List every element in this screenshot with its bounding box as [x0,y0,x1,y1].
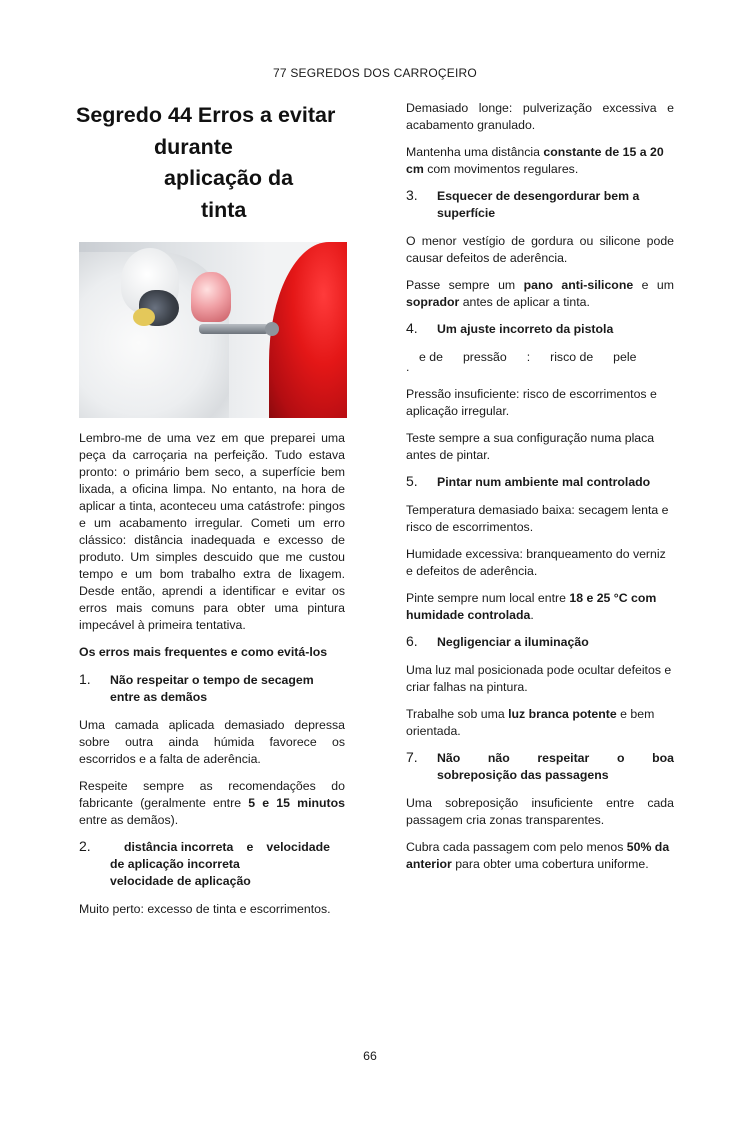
item-heading: Não respeitar o tempo de secagem entre as demãos [110,673,314,704]
list-item-5 [406,474,674,491]
list-item-3 [406,188,674,222]
title-line-2: durante [154,134,233,159]
item-7-paragraph-1: Uma sobreposição insuficiente entre cada passagem cria zonas transparentes. [406,796,674,827]
item-number: 3. [406,187,418,203]
item-number: 5. [406,473,418,489]
page-title [76,100,345,226]
list-item-4 [406,321,674,338]
item-2-paragraph-1: Muito perto: excesso de tinta e escorrimentos. [79,902,331,916]
item-2-paragraph-3: Mantenha uma distância constante de 15 a 20 cm com movimentos regulares. [406,145,664,176]
left-column [76,100,345,928]
title-line-1: Segredo 44 Erros a evitar [76,103,336,127]
item-number: 4. [406,320,418,336]
item-7-paragraph-2: Cubra cada passagem com pelo menos 50% da anterior para obter uma cobertura uniforme. [406,840,670,871]
spray-gun [199,324,269,334]
item-5-paragraph-1: Temperatura demasiado baixa: secagem lenta e risco de escorrimentos. [406,503,669,534]
spray-gun-cup [191,272,231,322]
item-6-paragraph-1: Uma luz mal posicionada pode ocultar defeitos e criar falhas na pintura. [406,663,672,694]
item-2-paragraph-2: Demasiado longe: pulverização excessiva e acabamento granulado. [406,101,674,132]
item-heading: distância incorreta e velocidade de aplicação incorreta velocidade de aplicação [110,840,330,888]
item-heading: Um ajuste incorreto da pistola [437,322,614,336]
item-heading: Pintar num ambiente mal controlado [437,475,651,489]
item-3-paragraph-1: O menor vestígio de gordura ou silicone pode causar defeitos de aderência. [406,234,674,265]
item-heading: Esquecer de desengordurar bem a superfície [437,189,640,220]
item-number: 6. [406,633,418,649]
intro-paragraph: Lembro-me de uma vez em que preparei uma peça da carroçaria na perfeição. Tudo estava pronto: o primário bem seco, a superfície bem lixada, a oficina limpa. No entanto, na hora de aplicar a tinta, aconteceu uma catástrofe: pingos e um acabamento irregular. Cometi um erro clássico: distância inadequada e excesso de produto. Um simples descuido que me custou tempo e um bom trabalho extra de lixagem. Desde então, aprendi a identificar e evitar os erros mais comuns para obter uma pintura impecável à primeira tentativa. [79,431,345,632]
item-4-paragraph-1: Pressão insuficiente: risco de escorrimentos e aplicação irregular. [406,387,657,418]
running-header: 77 SEGREDOS DOS CARROÇEIRO [273,66,477,80]
list-item-6 [406,634,674,651]
red-car-body [269,242,347,418]
item-3-paragraph-2: Passe sempre um pano anti-silicone e um soprador antes de aplicar a tinta. [406,278,674,309]
right-column [406,100,674,883]
page-number: 66 [363,1049,377,1063]
item-6-paragraph-2: Trabalhe sob uma luz branca potente e bem orientada. [406,707,655,738]
item-number: 1. [79,671,91,687]
item-number: 2. [79,838,91,854]
item-4-paragraph-2: Teste sempre a sua configuração numa placa antes de pintar. [406,431,655,462]
item-heading: Não não respeitar o boa sobreposição das passagens [437,751,674,782]
item-5-paragraph-2: Humidade excessiva: branqueamento do verniz e defeitos de aderência. [406,547,666,578]
painter-photo [79,242,347,418]
spray-gun-nozzle [265,322,279,336]
respirator-filter [133,308,155,326]
item-1-paragraph-2: Respeite sempre as recomendações do fabricante (geralmente entre 5 e 15 minutos entre as demãos). [79,779,345,827]
item-4-fragment-line: e de pressão : risco de pele [419,350,637,364]
item-5-paragraph-3: Pinte sempre num local entre 18 e 25 °C com humidade controlada. [406,591,657,622]
item-1-paragraph-1: Uma camada aplicada demasiado depressa sobre outra ainda húmida favorece os escorridos e a falta de aderência. [79,718,345,766]
section-subheading: Os erros mais frequentes e como evitá-los [79,645,328,659]
item-heading: Negligenciar a iluminação [437,635,589,649]
list-item-2 [79,839,345,890]
title-line-3: aplicação da [164,166,294,190]
item-number: 7. [406,749,418,765]
list-item-7 [406,750,674,784]
list-item-1 [79,672,345,706]
stray-period: . [406,360,410,374]
title-line-4: tinta [201,197,247,222]
